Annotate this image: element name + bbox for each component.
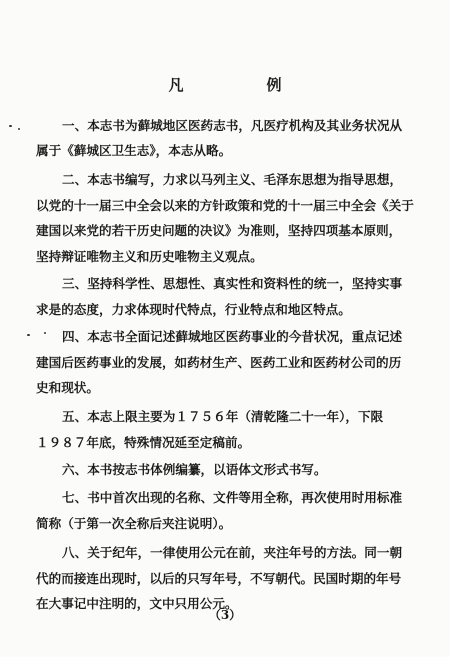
text-line: 五、本志上限主要为１７５６年（清乾隆二十一年），下限 (62, 409, 384, 424)
text-line: 在大事记中注明的，文中只用公元。 (36, 596, 238, 611)
text-line: 建国以来党的若干历史问题的决议》为准则，坚持四项基本原则， (36, 223, 402, 238)
page-number: （3） (208, 608, 242, 622)
text-line: 简称（于第一次全称后夹注说明）。 (36, 516, 232, 531)
text-line: 求是的态度，力求体现时代特点，行业特点和地区特点。 (36, 302, 351, 317)
page-title: 凡 例 (168, 76, 316, 94)
text-line: 六、本书按志书体例编纂，以语体文形式书写。 (62, 462, 327, 477)
scan-speck (18, 128, 20, 130)
text-line: 三、坚持科学性、思想性、真实性和资料性的统一，坚持实事 (62, 276, 403, 291)
scan-speck (9, 125, 12, 127)
text-line: 二、本志书编写，力求以马列主义、毛泽东思想为指导思想， (62, 172, 403, 187)
text-line: １９８７年底，特殊情况延至定稿前。 (36, 435, 251, 450)
text-line: 以党的十一届三中全会以来的方针政策和党的十一届三中全会《关于 (36, 198, 414, 213)
text-line: 属于《藓城区卫生志》，本志从略。 (36, 143, 232, 158)
text-line: 七、书中首次出现的名称、文件等用全称，再次使用时用标准 (62, 490, 403, 505)
text-line: 八、关于纪年，一律使用公元在前，夹注年号的方法。同一朝 (62, 545, 403, 560)
text-line: 建国后医药事业的发展，如药材生产、医药工业和医药材公司的历 (36, 355, 402, 370)
text-line: 史和现状。 (36, 380, 99, 395)
text-line: 代的而接连出现时，以后的只写年号，不写朝代。民国时期的年号 (36, 571, 402, 586)
text-line: 坚持辩证唯物主义和历史唯物主义观点。 (36, 249, 263, 264)
scan-speck (27, 334, 30, 336)
text-line: 一、本志书为藓城地区医药志书，凡医疗机构及其业务状况从 (62, 118, 403, 133)
scan-speck (44, 332, 46, 334)
text-line: 四、本志书全面记述藓城地区医药事业的今昔状况，重点记述 (62, 329, 403, 344)
